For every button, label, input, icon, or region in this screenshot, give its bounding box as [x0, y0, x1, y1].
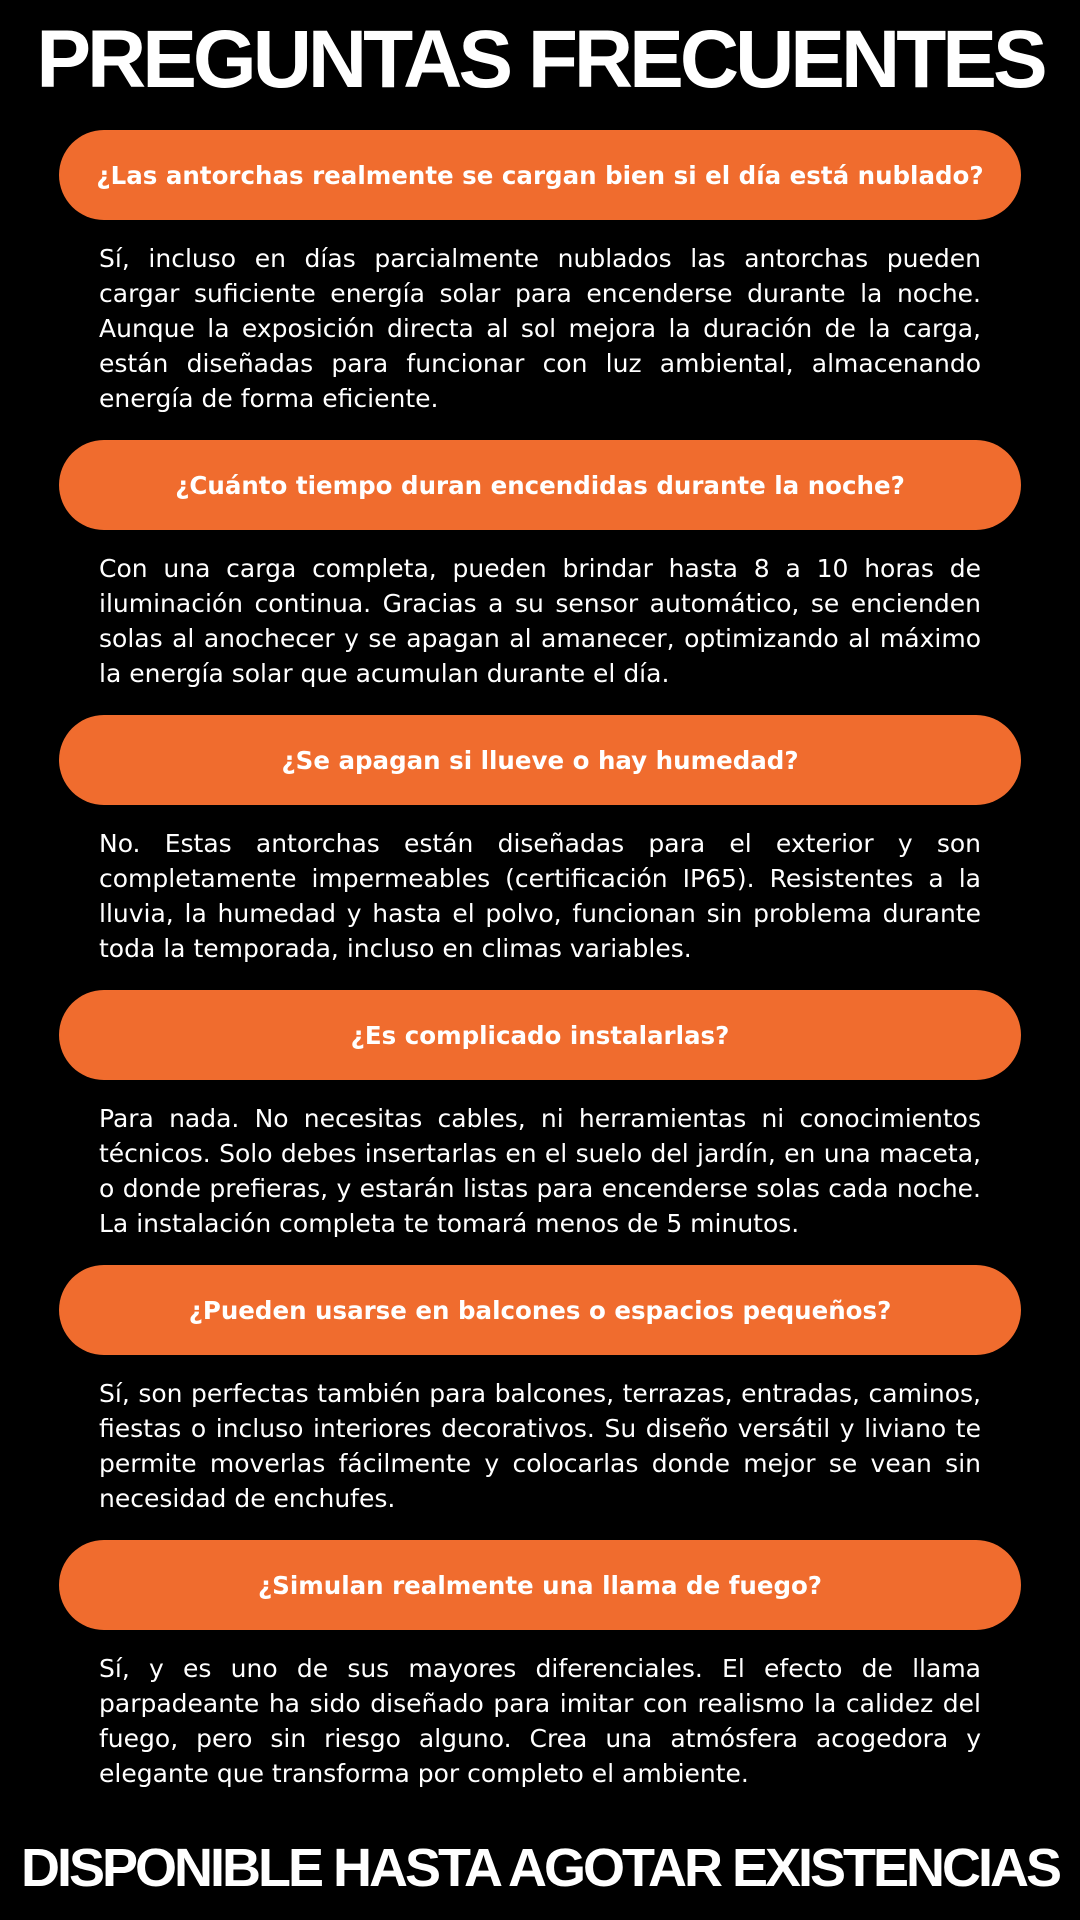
faq-item [0, 715, 1080, 990]
question-text: ¿Simulan realmente una llama de fuego? [257, 1570, 823, 1600]
faq-list [0, 130, 1080, 1815]
question-pill[interactable] [59, 1265, 1021, 1355]
page-title: PREGUNTAS FRECUENTES [36, 14, 1044, 105]
question-text: ¿Las antorchas realmente se cargan bien si el día está nublado? [96, 160, 984, 190]
question-pill[interactable] [59, 440, 1021, 530]
question-text: ¿Cuánto tiempo duran encendidas durante la noche? [175, 470, 905, 500]
footer-title: DISPONIBLE HASTA AGOTAR EXISTENCIAS [20, 1838, 1060, 1898]
faq-item [0, 130, 1080, 440]
faq-item [0, 1265, 1080, 1540]
answer-text: Sí, incluso en días parcialmente nublados las antorchas pueden cargar suficiente energía solar para encenderse durante la noche. Aunque la exposición directa al sol mejora la duración de la carga, están diseñadas para funcionar con luz ambiental, almacenando energía de forma eficiente. [99, 244, 981, 413]
answer-text: Sí, son perfectas también para balcones, terrazas, entradas, caminos, fiestas o incluso interiores decorativos. Su diseño versátil y liviano te permite moverlas fácilmente y colocarlas donde mejor se vean sin necesidad de enchufes. [99, 1379, 981, 1513]
faq-item [0, 440, 1080, 715]
question-text: ¿Pueden usarse en balcones o espacios pequeños? [188, 1295, 892, 1325]
faq-item [0, 1540, 1080, 1815]
answer-text: Con una carga completa, pueden brindar hasta 8 a 10 horas de iluminación continua. Gracias a su sensor automático, se encienden solas al anochecer y se apagan al amanecer, optimizando al máximo la energía solar que acumulan durante el día. [99, 554, 981, 688]
answer-text: Para nada. No necesitas cables, ni herramientas ni conocimientos técnicos. Solo debes insertarlas en el suelo del jardín, en una maceta, o donde prefieras, y estarán listas para encenderse solas cada noche. La instalación completa te tomará menos de 5 minutos. [99, 1104, 981, 1238]
answer-text: Sí, y es uno de sus mayores diferenciales. El efecto de llama parpadeante ha sido diseñado para imitar con realismo la calidez del fuego, pero sin riesgo alguno. Crea una atmósfera acogedora y elegante que transforma por completo el ambiente. [99, 1654, 981, 1788]
faq-item [0, 990, 1080, 1265]
question-pill[interactable] [59, 990, 1021, 1080]
question-pill[interactable] [59, 715, 1021, 805]
question-text: ¿Se apagan si llueve o hay humedad? [281, 745, 799, 775]
question-pill[interactable] [59, 130, 1021, 220]
question-text: ¿Es complicado instalarlas? [350, 1020, 730, 1050]
answer-text: No. Estas antorchas están diseñadas para el exterior y son completamente impermeables (certificación IP65). Resistentes a la lluvia, la humedad y hasta el polvo, funcionan sin problema durante toda la temporada, incluso en climas variables. [99, 829, 981, 963]
question-pill[interactable] [59, 1540, 1021, 1630]
